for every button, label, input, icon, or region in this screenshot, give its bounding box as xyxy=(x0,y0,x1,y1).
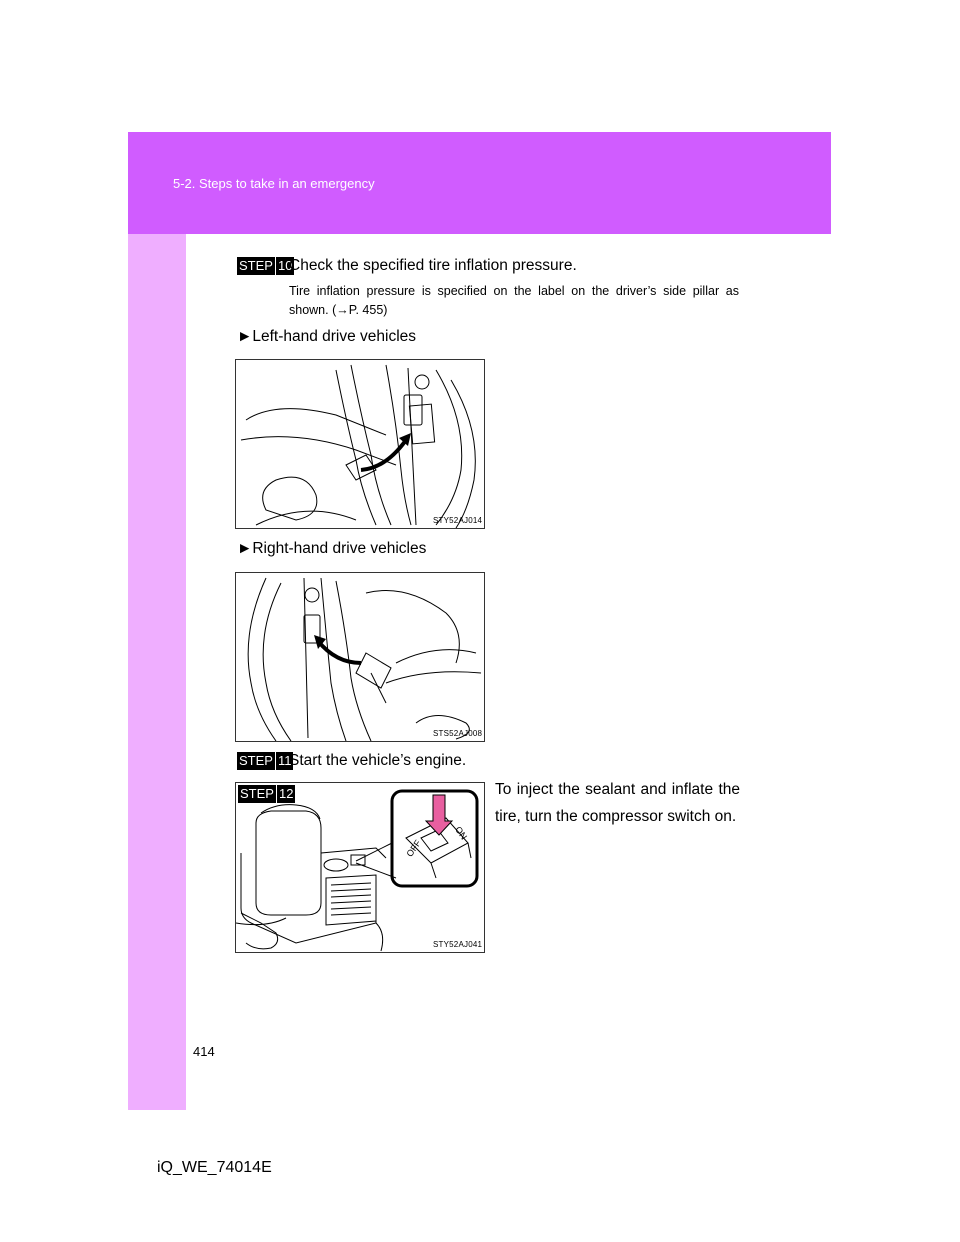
step-12-badge: STEP 12 xyxy=(240,786,294,801)
step-11-title: Start the vehicle’s engine. xyxy=(289,752,467,769)
step-11-badge: STEP 11 xyxy=(239,753,292,768)
lhd-figure-code: STY52AJ014 xyxy=(433,516,483,525)
lhd-illustration xyxy=(236,360,484,528)
step-10-badge: STEP 10 xyxy=(239,258,293,273)
rhd-figure-code: STS52AJ008 xyxy=(433,729,483,738)
document-code: iQ_WE_74014E xyxy=(157,1159,272,1176)
side-strip xyxy=(128,234,186,1110)
rhd-figure xyxy=(235,572,485,742)
lhd-figure xyxy=(235,359,485,529)
rhd-label: ►Right-hand drive vehicles xyxy=(237,540,427,557)
lhd-label: ►Left-hand drive vehicles xyxy=(237,328,417,345)
switch-off-label: OFF xyxy=(404,838,423,859)
rhd-illustration xyxy=(236,573,484,741)
page-number: 414 xyxy=(193,1044,215,1059)
compressor-illustration xyxy=(236,783,484,952)
step-10-note: Tire inflation pressure is specified on the label on the driver’s side pillar as shown. (→P. 455) xyxy=(289,284,739,317)
switch-on-label: ON xyxy=(453,824,470,842)
compressor-figure-code: STY52AJ041 xyxy=(433,940,483,949)
compressor-figure xyxy=(235,782,485,953)
step-12-text: To inject the sealant and inflate the tire, turn the compressor switch on. xyxy=(495,781,740,825)
step-10-title: Check the specified tire inflation pressure. xyxy=(289,257,577,274)
section-title: 5-2. Steps to take in an emergency xyxy=(173,176,375,191)
